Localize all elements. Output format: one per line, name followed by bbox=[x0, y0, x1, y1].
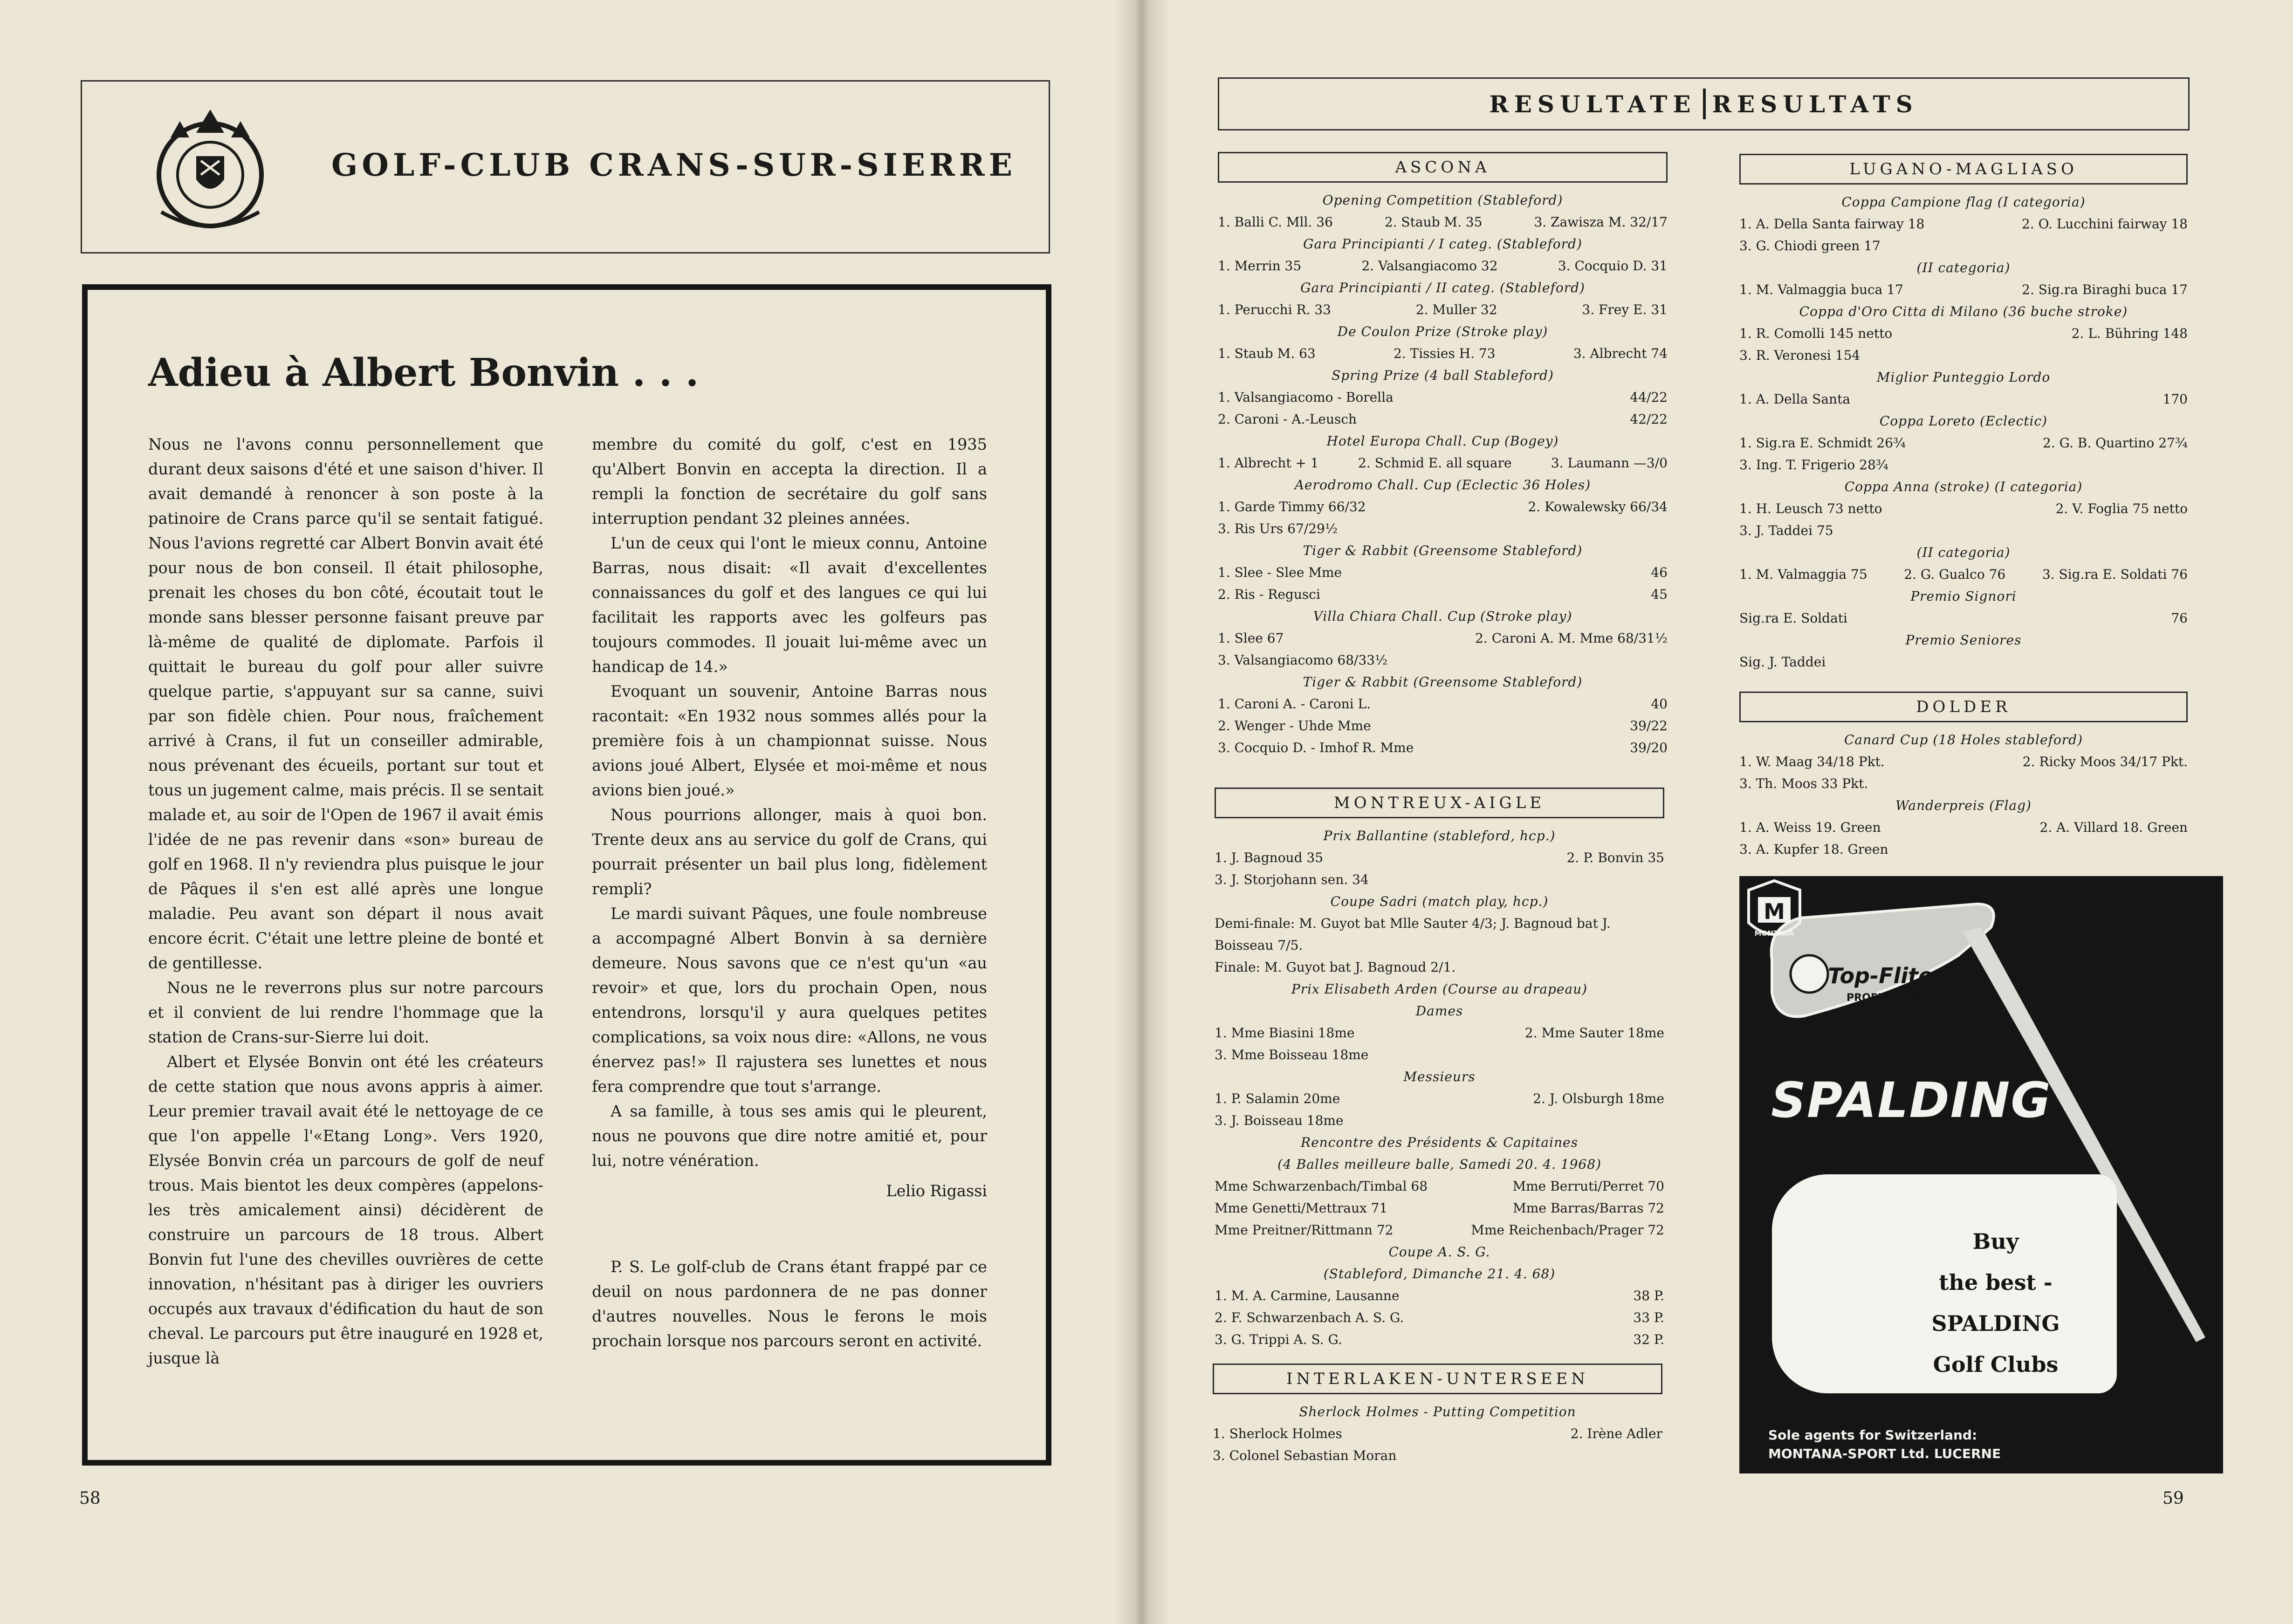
event-title: (Stableford, Dimanche 21. 4. 68) bbox=[1323, 1266, 1556, 1281]
result-entry: 3. Sig.ra E. Soldati 76 bbox=[2042, 567, 2188, 582]
result-entry: 2. F. Schwarzenbach A. S. G. bbox=[1215, 1310, 1404, 1325]
section-results bbox=[1739, 191, 2188, 673]
result-entry: 1. M. Valmaggia buca 17 bbox=[1739, 282, 1903, 297]
result-line bbox=[1215, 1088, 1664, 1110]
result-line bbox=[1739, 520, 2188, 541]
event-title: Villa Chiara Chall. Cup (Stroke play) bbox=[1313, 609, 1572, 624]
event-title: Gara Principianti / I categ. (Stableford) bbox=[1303, 236, 1582, 252]
result-line bbox=[1218, 518, 1668, 540]
article-signature: Lelio Rigassi bbox=[886, 1182, 987, 1200]
montana-logo-letter: M bbox=[1764, 899, 1785, 924]
result-line bbox=[1218, 715, 1668, 737]
event-title: (4 Balles meilleure balle, Samedi 20. 4. 1968) bbox=[1277, 1157, 1601, 1172]
result-entry: 1. Merrin 35 bbox=[1218, 258, 1302, 274]
tagline-line: SPALDING bbox=[1931, 1311, 2060, 1336]
result-line bbox=[1218, 496, 1668, 518]
page-number-right: 59 bbox=[2163, 1489, 2184, 1508]
result-entry: 3. Ing. T. Frigerio 28¾ bbox=[1739, 457, 1888, 473]
result-entry: 3. G. Chiodi green 17 bbox=[1739, 238, 1881, 254]
ad-footer bbox=[1768, 1426, 2001, 1463]
result-line bbox=[1218, 649, 1668, 671]
result-line bbox=[1215, 1197, 1664, 1219]
event-title: Dames bbox=[1415, 1003, 1463, 1019]
article-paragraph: Evoquant un souvenir, Antoine Barras nous racontait: «En 1932 nous sommes allés pour la première fois à un championnat suisse. Nous avions joué Albert, Elysée et moi-même et nous avions bien joué.» bbox=[592, 682, 987, 799]
result-line bbox=[1215, 1044, 1664, 1066]
result-entry: 3. Frey E. 31 bbox=[1582, 302, 1668, 317]
event-title: Premio Signori bbox=[1910, 589, 2017, 604]
result-line bbox=[1739, 563, 2188, 585]
article-column-1 bbox=[148, 432, 543, 1370]
article-paragraph: Nous ne l'avons connu personnellement que durant deux saisons d'été et une saison d'hiver. Il avait demandé à renoncer à son poste à la patinoire de Crans parce qu'il se sentait fatigué. Nous l'avions regretté car Albert Bonvin avait été pour nous de bon conseil. Il était philosophe, prenait les choses du bon côté, écoutait tout le monde sans blesser personne faisant preuve par là-même de qualité de diplomate. Parfois il quittait le bureau du golf pour aller suivre quelque partie, s'appuyant sur sa canne, suivi par son fidèle chien. Pour nous, fraîchement arrivé à Crans, il fut un conseiller admirable, nous prévenant des écueils, portant sur tout et tous un jugement calme, mais précis. Il se sentait malade et, au soir de l'Open de 1967 il avait émis l'idée de ne pas revenir dans «son» bureau de golf en 1968. Il n'y reviendra plus puisque le jour de Pâques il s'en est allé après une longue maladie. Peu avant son départ il nous avait encore écrit. C'était une lettre pleine de bonté et de gentillesse. bbox=[148, 435, 543, 972]
result-line bbox=[1739, 498, 2188, 520]
section-results bbox=[1215, 825, 1664, 1350]
result-entry: 1. Mme Biasini 18me bbox=[1215, 1025, 1355, 1041]
result-entry: 3. Albrecht 74 bbox=[1573, 346, 1668, 361]
result-line bbox=[1215, 1285, 1664, 1307]
event-title: Opening Competition (Stableford) bbox=[1322, 192, 1563, 208]
result-entry: 1. M. Valmaggia 75 bbox=[1739, 567, 1867, 582]
result-line bbox=[1215, 847, 1664, 869]
result-entry: 1. R. Comolli 145 netto bbox=[1739, 326, 1893, 341]
result-line bbox=[1739, 816, 2188, 838]
result-entry: 3. Colonel Sebastian Moran bbox=[1213, 1448, 1397, 1463]
event-title: Prix Ballantine (stableford, hcp.) bbox=[1323, 828, 1556, 843]
article-paragraph: L'un de ceux qui l'ont le mieux connu, Antoine Barras, nous disait: «Il avait d'excellentes connaissances du golf et des langues ce qui lui facilitait les rapports avec les golfeurs pas toujours commodes. Il jouait lui-même avec un handicap de 14.» bbox=[592, 534, 987, 676]
result-line bbox=[1215, 1110, 1664, 1131]
result-entry: 3. Zawisza M. 32/17 bbox=[1534, 214, 1668, 230]
result-entry: 1. Caroni A. - Caroni L. bbox=[1218, 696, 1371, 712]
result-line bbox=[1218, 408, 1668, 430]
montana-logo bbox=[1739, 876, 1809, 946]
result-entry: 1. A. Della Santa bbox=[1739, 391, 1851, 407]
spalding-brand: SPALDING bbox=[1771, 1072, 2052, 1129]
club-name: GOLF-CLUB CRANS-SUR-SIERRE bbox=[331, 147, 1016, 183]
result-entry: 1. Staub M. 63 bbox=[1218, 346, 1316, 361]
spalding-advertisement bbox=[1739, 876, 2223, 1473]
result-line bbox=[1215, 956, 1664, 978]
event-title: (II categoria) bbox=[1916, 260, 2011, 275]
result-entry: 1. Valsangiacomo - Borella bbox=[1218, 390, 1394, 405]
result-line bbox=[1215, 1307, 1664, 1329]
result-entry: Sig.ra E. Soldati bbox=[1739, 610, 1847, 626]
result-entry: 3. Valsangiacomo 68/33½ bbox=[1218, 652, 1388, 668]
result-entry: 46 bbox=[1651, 565, 1668, 580]
ad-footer-line: MONTANA-SPORT Ltd. LUCERNE bbox=[1768, 1446, 2001, 1461]
event-title: (II categoria) bbox=[1916, 545, 2011, 560]
result-line bbox=[1218, 343, 1668, 364]
result-entry: 170 bbox=[2163, 391, 2188, 407]
result-entry: 32 P. bbox=[1633, 1332, 1664, 1347]
result-entry: Mme Genetti/Mettraux 71 bbox=[1215, 1200, 1388, 1216]
section-montreux-aigle bbox=[1215, 788, 1664, 1350]
section-header: MONTREUX-AIGLE bbox=[1215, 788, 1664, 818]
result-entry: Mme Barras/Barras 72 bbox=[1513, 1200, 1664, 1216]
result-line bbox=[1739, 279, 2188, 301]
section-header: ASCONA bbox=[1218, 152, 1668, 183]
result-line bbox=[1218, 627, 1668, 649]
section-results bbox=[1218, 189, 1668, 759]
event-title: Coppa Campione flag (I categoria) bbox=[1841, 194, 2086, 210]
result-entry: 1. Sherlock Holmes bbox=[1213, 1426, 1342, 1441]
result-line bbox=[1218, 211, 1668, 233]
result-line bbox=[1739, 651, 2188, 673]
result-entry: 1. Slee - Slee Mme bbox=[1218, 565, 1342, 580]
golf-club-crest-logo bbox=[152, 105, 268, 231]
result-entry: 3. Cocquio D. 31 bbox=[1558, 258, 1668, 274]
result-entry: 3. J. Taddei 75 bbox=[1739, 523, 1833, 538]
event-title: Wanderpreis (Flag) bbox=[1895, 798, 2032, 813]
result-entry: 2. Tissies H. 73 bbox=[1393, 346, 1496, 361]
result-entry: 76 bbox=[2171, 610, 2188, 626]
result-line bbox=[1739, 751, 2188, 773]
result-entry: 2. J. Olsburgh 18me bbox=[1533, 1091, 1664, 1106]
result-line bbox=[1215, 1219, 1664, 1241]
result-entry: 2. V. Foglia 75 netto bbox=[2055, 501, 2188, 516]
result-line bbox=[1218, 299, 1668, 321]
article-paragraph: A sa famille, à tous ses amis qui le pleurent, nous ne pouvons que dire notre amitié et, pour lui, notre vénération. bbox=[592, 1102, 987, 1170]
result-entry: 2. P. Bonvin 35 bbox=[1566, 850, 1664, 865]
result-entry: 2. Staub M. 35 bbox=[1384, 214, 1483, 230]
section-header: INTERLAKEN-UNTERSEEN bbox=[1213, 1364, 1662, 1394]
result-line bbox=[1213, 1445, 1662, 1466]
result-entry: 40 bbox=[1651, 696, 1668, 712]
event-title: Aerodromo Chall. Cup (Eclectic 36 Holes) bbox=[1294, 477, 1591, 493]
left-page bbox=[0, 0, 1142, 1624]
event-title: Coppa d'Oro Citta di Milano (36 buche stroke) bbox=[1799, 304, 2128, 319]
right-page bbox=[1142, 0, 2293, 1624]
event-title: Spring Prize (4 ball Stableford) bbox=[1332, 368, 1554, 383]
result-entry: 1. Albrecht + 1 bbox=[1218, 455, 1319, 471]
result-line bbox=[1218, 255, 1668, 277]
club-head-text: Top-Flite bbox=[1828, 963, 1933, 988]
result-entry: 1. P. Salamin 20me bbox=[1215, 1091, 1340, 1106]
result-entry: 2. Valsangiacomo 32 bbox=[1361, 258, 1498, 274]
result-entry: 2. Schmid E. all square bbox=[1358, 455, 1512, 471]
montana-logo-word: MONTANA bbox=[1754, 929, 1794, 938]
result-entry: 1. Garde Timmy 66/32 bbox=[1218, 499, 1366, 514]
result-entry: 1. M. A. Carmine, Lausanne bbox=[1215, 1288, 1400, 1303]
result-entry: Mme Reichenbach/Prager 72 bbox=[1471, 1222, 1664, 1238]
event-title: Hotel Europa Chall. Cup (Bogey) bbox=[1326, 433, 1559, 449]
result-entry: 2. G. Gualco 76 bbox=[1904, 567, 2006, 582]
result-entry: 3. R. Veronesi 154 bbox=[1739, 348, 1860, 363]
result-entry: 33 P. bbox=[1633, 1310, 1664, 1325]
result-entry: 2. Sig.ra Biraghi buca 17 bbox=[2022, 282, 2188, 297]
event-title: Coupe A. S. G. bbox=[1388, 1244, 1490, 1260]
result-entry: 2. Ricky Moos 34/17 Pkt. bbox=[2022, 754, 2188, 769]
result-line bbox=[1215, 1329, 1664, 1350]
result-line bbox=[1213, 1423, 1662, 1445]
result-entry: 2. L. Bühring 148 bbox=[2071, 326, 2188, 341]
tagline-line: the best - bbox=[1939, 1270, 2053, 1295]
event-title: Canard Cup (18 Holes stableford) bbox=[1844, 732, 2083, 747]
article-paragraph: Le mardi suivant Pâques, une foule nombreuse a accompagné Albert Bonvin à sa dernière demeure. Nous savons que ce n'est qu'un «au revoir» et que, lors du prochain Open, nous entendrons, lorsqu'il y aura quelques petites complications, sa voix nous dire: «Allons, ne vous énervez pas!» Il rajustera ses lunettes et nous fera comprendre que tout s'arrange. bbox=[592, 905, 987, 1096]
article-paragraph: Nous ne le reverrons plus sur notre parcours et il convient de lui rendre l'hommage que la station de Crans-sur-Sierre lui doit. bbox=[148, 979, 543, 1046]
result-entry: 3. Cocquio D. - Imhof R. Mme bbox=[1218, 740, 1414, 755]
ad-footer-line: Sole agents for Switzerland: bbox=[1768, 1427, 1977, 1443]
result-entry: 2. G. B. Quartino 27¾ bbox=[2043, 435, 2188, 451]
result-line bbox=[1739, 432, 2188, 454]
result-entry: 3. Mme Boisseau 18me bbox=[1215, 1047, 1369, 1062]
section-ascona bbox=[1218, 152, 1668, 759]
ad-tagline bbox=[1907, 1221, 2084, 1385]
result-entry: 42/22 bbox=[1630, 411, 1668, 427]
result-entry: 1. Balli C. Mll. 36 bbox=[1218, 214, 1333, 230]
result-line bbox=[1739, 454, 2188, 476]
result-entry: 3. Th. Moos 33 Pkt. bbox=[1739, 776, 1868, 791]
results-title-french: RESULTATS bbox=[1712, 90, 1918, 118]
article-paragraph: Albert et Elysée Bonvin ont été les créateurs de cette station que nous avons appris à aimer. Leur premier travail avait été le nettoyage de ce que l'on appelle l'«Etang Long». Vers 1920, Elysée Bonvin créa un parcours de golf de neuf trous. Mais bientot les deux compères (appelons-les très amicalement ainsi) décidèrent de construire un parcours de 18 trous. Albert Bonvin fut l'une des chevilles ouvrières de cette innovation, n'hésitant pas à diriger les ouvriers occupés aux travaux d'édification du haut de son cheval. Le parcours put être inauguré en 1928 et, jusque là bbox=[148, 1053, 543, 1367]
results-title bbox=[1218, 77, 2190, 130]
section-results bbox=[1213, 1401, 1662, 1466]
event-title: Messieurs bbox=[1403, 1069, 1476, 1084]
result-entry: 2. Caroni - A.-Leusch bbox=[1218, 411, 1357, 427]
event-title: Sherlock Holmes - Putting Competition bbox=[1299, 1404, 1576, 1419]
article-title: Adieu à Albert Bonvin . . . bbox=[148, 350, 699, 395]
result-line bbox=[1739, 773, 2188, 795]
result-entry: 2. A. Villard 18. Green bbox=[2039, 820, 2188, 835]
article-postscript: P. S. Le golf-club de Crans étant frappé par ce deuil on nous pardonnera de ne pas donner d'autres nouvelles. Nous le ferons le mois prochain lorsque nos parcours seront en activité. bbox=[592, 1258, 987, 1350]
event-title: Coppa Loreto (Eclectic) bbox=[1879, 413, 2048, 429]
club-head-sub: PROFESSIONAL bbox=[1847, 992, 1935, 1004]
memorial-article bbox=[82, 284, 1051, 1466]
event-title: Premio Seniores bbox=[1905, 632, 2022, 648]
section-header: DOLDER bbox=[1739, 692, 2188, 722]
event-title: Coupe Sadri (match play, hcp.) bbox=[1330, 894, 1549, 909]
result-line bbox=[1218, 693, 1668, 715]
result-entry: 2. Irène Adler bbox=[1570, 1426, 1662, 1441]
section-lugano-magliaso bbox=[1739, 154, 2188, 673]
result-entry: 39/22 bbox=[1630, 718, 1668, 733]
event-title: Prix Elisabeth Arden (Course au drapeau) bbox=[1291, 981, 1588, 997]
result-line bbox=[1739, 607, 2188, 629]
result-line bbox=[1218, 583, 1668, 605]
result-entry: 1. Slee 67 bbox=[1218, 630, 1284, 646]
result-line bbox=[1218, 737, 1668, 759]
event-title: Tiger & Rabbit (Greensome Stableford) bbox=[1303, 543, 1583, 558]
result-entry: Mme Preitner/Rittmann 72 bbox=[1215, 1222, 1394, 1238]
result-entry: 2. Mme Sauter 18me bbox=[1524, 1025, 1664, 1041]
result-entry: 2. Caroni A. M. Mme 68/31½ bbox=[1475, 630, 1668, 646]
section-header: LUGANO-MAGLIASO bbox=[1739, 154, 2188, 185]
result-entry: 3. J. Storjohann sen. 34 bbox=[1215, 872, 1369, 887]
tagline-line: Golf Clubs bbox=[1933, 1352, 2059, 1377]
result-line bbox=[1739, 838, 2188, 860]
result-entry: 3. J. Boisseau 18me bbox=[1215, 1113, 1344, 1128]
result-entry: 2. Ris - Regusci bbox=[1218, 587, 1320, 602]
result-entry: 1. H. Leusch 73 netto bbox=[1739, 501, 1882, 516]
results-title-german: RESULTATE bbox=[1489, 90, 1696, 118]
result-entry: 1. A. Weiss 19. Green bbox=[1739, 820, 1881, 835]
result-entry: 1. Perucchi R. 33 bbox=[1218, 302, 1331, 317]
result-line bbox=[1215, 1022, 1664, 1044]
article-column-2 bbox=[592, 432, 987, 1353]
result-entry: 2. Kowalewsky 66/34 bbox=[1528, 499, 1668, 514]
event-title: Tiger & Rabbit (Greensome Stableford) bbox=[1303, 674, 1583, 690]
result-entry: 39/20 bbox=[1630, 740, 1668, 755]
event-title: Coppa Anna (stroke) (I categoria) bbox=[1844, 479, 2083, 494]
result-entry: 3. A. Kupfer 18. Green bbox=[1739, 842, 1888, 857]
event-title: Miglior Punteggio Lordo bbox=[1876, 370, 2051, 385]
result-entry: Sig. J. Taddei bbox=[1739, 654, 1826, 670]
result-line bbox=[1218, 386, 1668, 408]
result-entry: 3. Ris Urs 67/29½ bbox=[1218, 521, 1338, 536]
result-entry: Mme Schwarzenbach/Timbal 68 bbox=[1215, 1179, 1428, 1194]
result-paragraph: Demi-finale: M. Guyot bat Mlle Sauter 4/3; J. Bagnoud bat J. Boisseau 7/5. bbox=[1215, 916, 1611, 953]
result-line bbox=[1739, 322, 2188, 344]
section-dolder bbox=[1739, 692, 2188, 860]
result-entry: Finale: M. Guyot bat J. Bagnoud 2/1. bbox=[1215, 959, 1456, 975]
event-title: De Coulon Prize (Stroke play) bbox=[1337, 324, 1548, 339]
result-entry: 3. Laumann —3/0 bbox=[1551, 455, 1668, 471]
page-number-left: 58 bbox=[79, 1489, 101, 1508]
result-entry: 1. W. Maag 34/18 Pkt. bbox=[1739, 754, 1885, 769]
result-line bbox=[1218, 562, 1668, 583]
result-entry: 2. O. Lucchini fairway 18 bbox=[2021, 216, 2188, 232]
result-line bbox=[1215, 869, 1664, 891]
result-line bbox=[1739, 213, 2188, 235]
club-header bbox=[81, 80, 1050, 254]
result-entry: 45 bbox=[1651, 587, 1668, 602]
result-line bbox=[1218, 452, 1668, 474]
result-line bbox=[1739, 388, 2188, 410]
article-paragraph: membre du comité du golf, c'est en 1935 qu'Albert Bonvin en accepta la direction. Il a rempli la fonction de secrétaire du golf sans interruption pendant 32 pleines années. bbox=[592, 435, 987, 528]
result-line bbox=[1215, 1175, 1664, 1197]
result-entry: 2. Muller 32 bbox=[1415, 302, 1497, 317]
result-entry: 1. Sig.ra E. Schmidt 26¾ bbox=[1739, 435, 1906, 451]
result-entry: 3. G. Trippi A. S. G. bbox=[1215, 1332, 1342, 1347]
result-entry: 38 P. bbox=[1633, 1288, 1664, 1303]
section-interlaken-unterseen bbox=[1213, 1364, 1662, 1466]
event-title: Gara Principianti / II categ. (Stableford) bbox=[1300, 280, 1585, 295]
result-entry: 2. Wenger - Uhde Mme bbox=[1218, 718, 1371, 733]
title-divider bbox=[1703, 89, 1706, 119]
section-results bbox=[1739, 729, 2188, 860]
result-entry: Mme Berruti/Perret 70 bbox=[1512, 1179, 1664, 1194]
result-line bbox=[1739, 235, 2188, 257]
result-entry: 44/22 bbox=[1630, 390, 1668, 405]
result-line bbox=[1739, 344, 2188, 366]
article-paragraph: Nous pourrions allonger, mais à quoi bon. Trente deux ans au service du golf de Crans, qui pourrait présenter un bail plus long, fidèlement rempli? bbox=[592, 806, 987, 898]
event-title: Rencontre des Présidents & Capitaines bbox=[1301, 1135, 1578, 1150]
result-entry: 1. A. Della Santa fairway 18 bbox=[1739, 216, 1925, 232]
tagline-line: Buy bbox=[1972, 1229, 2019, 1254]
result-entry: 1. J. Bagnoud 35 bbox=[1215, 850, 1324, 865]
